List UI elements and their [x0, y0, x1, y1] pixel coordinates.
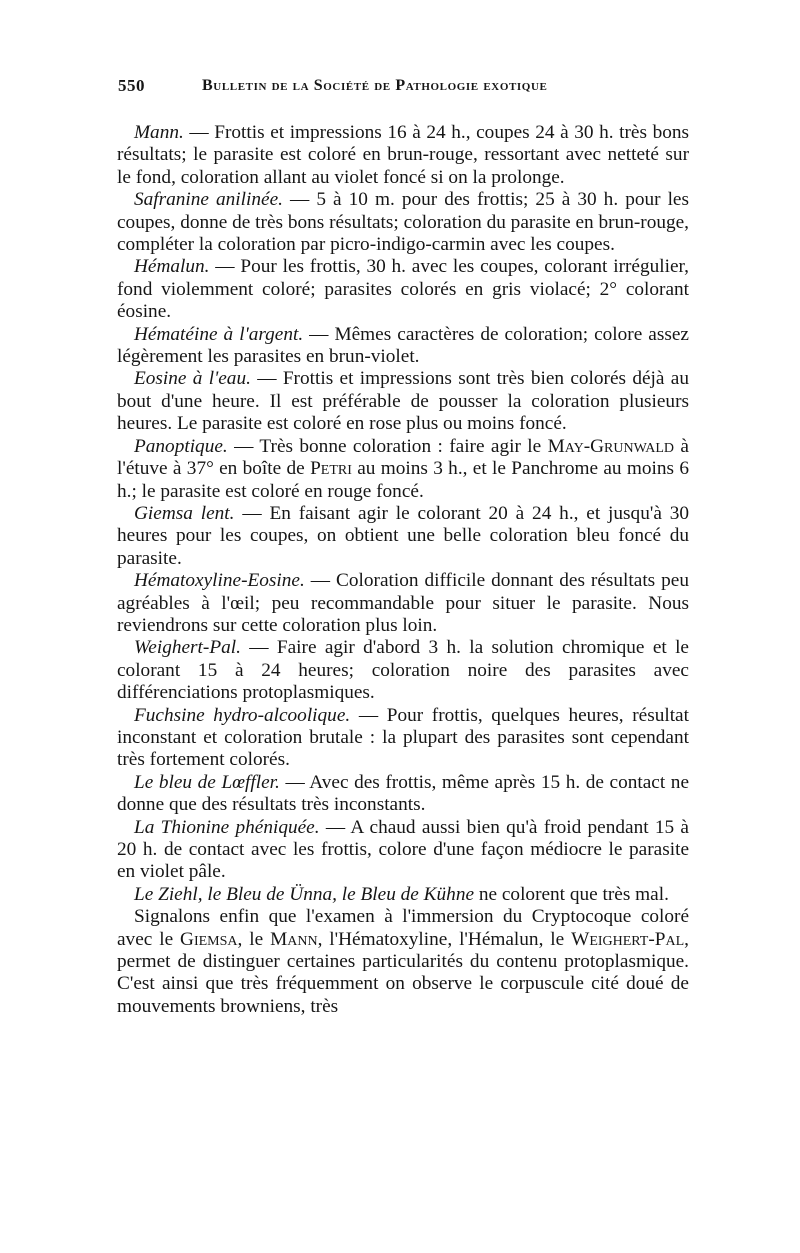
stain-term: Fuchsine hydro-alcoolique. [134, 704, 351, 726]
body-text [117, 122, 689, 1018]
author-name: Mann [270, 928, 318, 950]
paragraph-text: — Coloration difficile donnant des résultats peu agréables à l'œil; peu recommandable pour situer le parasite. Nous reviendrons sur cette coloration plus loin. [117, 570, 689, 636]
page-number: 550 [118, 76, 145, 95]
paragraph-text: — Mêmes caractères de coloration; colore assez légèrement les parasites en brun-violet. [117, 323, 689, 368]
stain-term: Hémalun. [134, 256, 210, 278]
stain-term: Mann. [134, 122, 184, 143]
paragraph-giemsa [117, 503, 689, 570]
paragraph-thionine [117, 817, 689, 884]
author-name: Petri [310, 458, 352, 480]
author-name: Weighert-Pal [571, 928, 685, 950]
stain-term: Panoptique. [134, 435, 228, 457]
running-title: Bulletin de la Société de Pathologie exotique [202, 77, 548, 94]
paragraph-text: , le [237, 928, 271, 950]
paragraph-loeffler [117, 772, 689, 817]
paragraph-text: Signalons enfin que l'examen à l'immersion du Cryptocoque coloré avec le [117, 906, 689, 950]
stain-term: Giemsa lent. [134, 502, 235, 524]
paragraph-panoptique [117, 436, 689, 503]
stain-term: Safranine anilinée. [134, 189, 283, 211]
paragraph-eosine [117, 368, 689, 435]
paragraph-mann [117, 122, 689, 189]
author-name: Giemsa [180, 928, 238, 950]
paragraph-text: — Faire agir d'abord 3 h. la solution chromique et le colorant 15 à 24 heures; coloration noire des parasites avec différenciations protoplasmiques. [117, 637, 689, 704]
paragraph-text: — En faisant agir le colorant 20 à 24 h., et jusqu'à 30 heures pour les coupes, on obtient une belle coloration bleu foncé du parasite. [117, 502, 689, 569]
stain-term: Le Ziehl, le Bleu de Ünna, le Bleu de Kühne [134, 883, 475, 905]
paragraph-text: — 5 à 10 m. pour des frottis; 25 à 30 h. pour les coupes, donne de très bons résultats; coloration du parasite en brun-rouge, compléter la coloration par picro-indigo-carmin avec les coupes. [117, 189, 689, 256]
paragraph-text: ne colorent que très mal. [474, 883, 669, 905]
paragraph-text: — Avec des frottis, même après 15 h. de contact ne donne que des résultats très inconstants. [117, 771, 689, 816]
paragraph-text: — A chaud aussi bien qu'à froid pendant 15 à 20 h. de contact avec les frottis, colore d'une façon médiocre le parasite en violet pâle. [117, 816, 689, 883]
paragraph-text: , l'Hématoxyline, l'Hémalun, le [317, 928, 572, 950]
stain-term: Hématéine à l'argent. [134, 323, 304, 345]
paragraph-text: à l'étuve à 37° en boîte de [117, 435, 689, 480]
paragraph-hemateine [117, 324, 689, 369]
paragraph-text: — Pour les frottis, 30 h. avec les coupes, colorant irrégulier, fond violemment coloré; parasites colorés en gris violacé; 2° colorant éosine. [117, 256, 689, 323]
paragraph-text: au moins 3 h., et le Panchrome au moins 6 h.; le parasite est coloré en rouge foncé. [117, 458, 689, 502]
stain-term: Eosine à l'eau. [134, 368, 251, 390]
author-name: May-Grunwald [547, 435, 675, 457]
paragraph-hematoxyline [117, 570, 689, 637]
paragraph-text: — Très bonne coloration : faire agir le [227, 435, 548, 457]
paragraph-text: , permet de distinguer certaines particularités du contenu protoplasmique. C'est ainsi que très fréquemment on observe le corpuscule cité doué de mouvements browniens, très [117, 928, 689, 1017]
paragraph-weighert [117, 637, 689, 704]
paragraph-text: — Pour frottis, quelques heures, résultat inconstant et coloration brutale : la plupart des parasites sont cependant très fortement colorés. [117, 704, 689, 771]
paragraph-fuchsine [117, 705, 689, 772]
stain-term: Hématoxyline-Eosine. [134, 570, 305, 592]
stain-term: Le bleu de Lœffler. [134, 771, 280, 793]
page-header [118, 76, 688, 104]
stain-term: La Thionine phéniquée. [134, 816, 320, 838]
paragraph-hemalun [117, 256, 689, 323]
paragraph-safranine [117, 189, 689, 256]
paragraph-closing [117, 906, 689, 1018]
stain-term: Weighert-Pal. [134, 637, 241, 659]
paragraph-text: — Frottis et impressions sont très bien colorés déjà au bout d'une heure. Il est préférable de pousser la coloration plusieurs heures. Le parasite est coloré en rose plus ou moins foncé. [117, 368, 689, 435]
paragraph-text: — Frottis et impressions 16 à 24 h., coupes 24 à 30 h. très bons résultats; le parasite est coloré en brun-rouge, ressortant avec netteté sur le fond, coloration allant au violet foncé si on la prolonge. [117, 122, 689, 188]
paragraph-ziehl [117, 884, 689, 906]
